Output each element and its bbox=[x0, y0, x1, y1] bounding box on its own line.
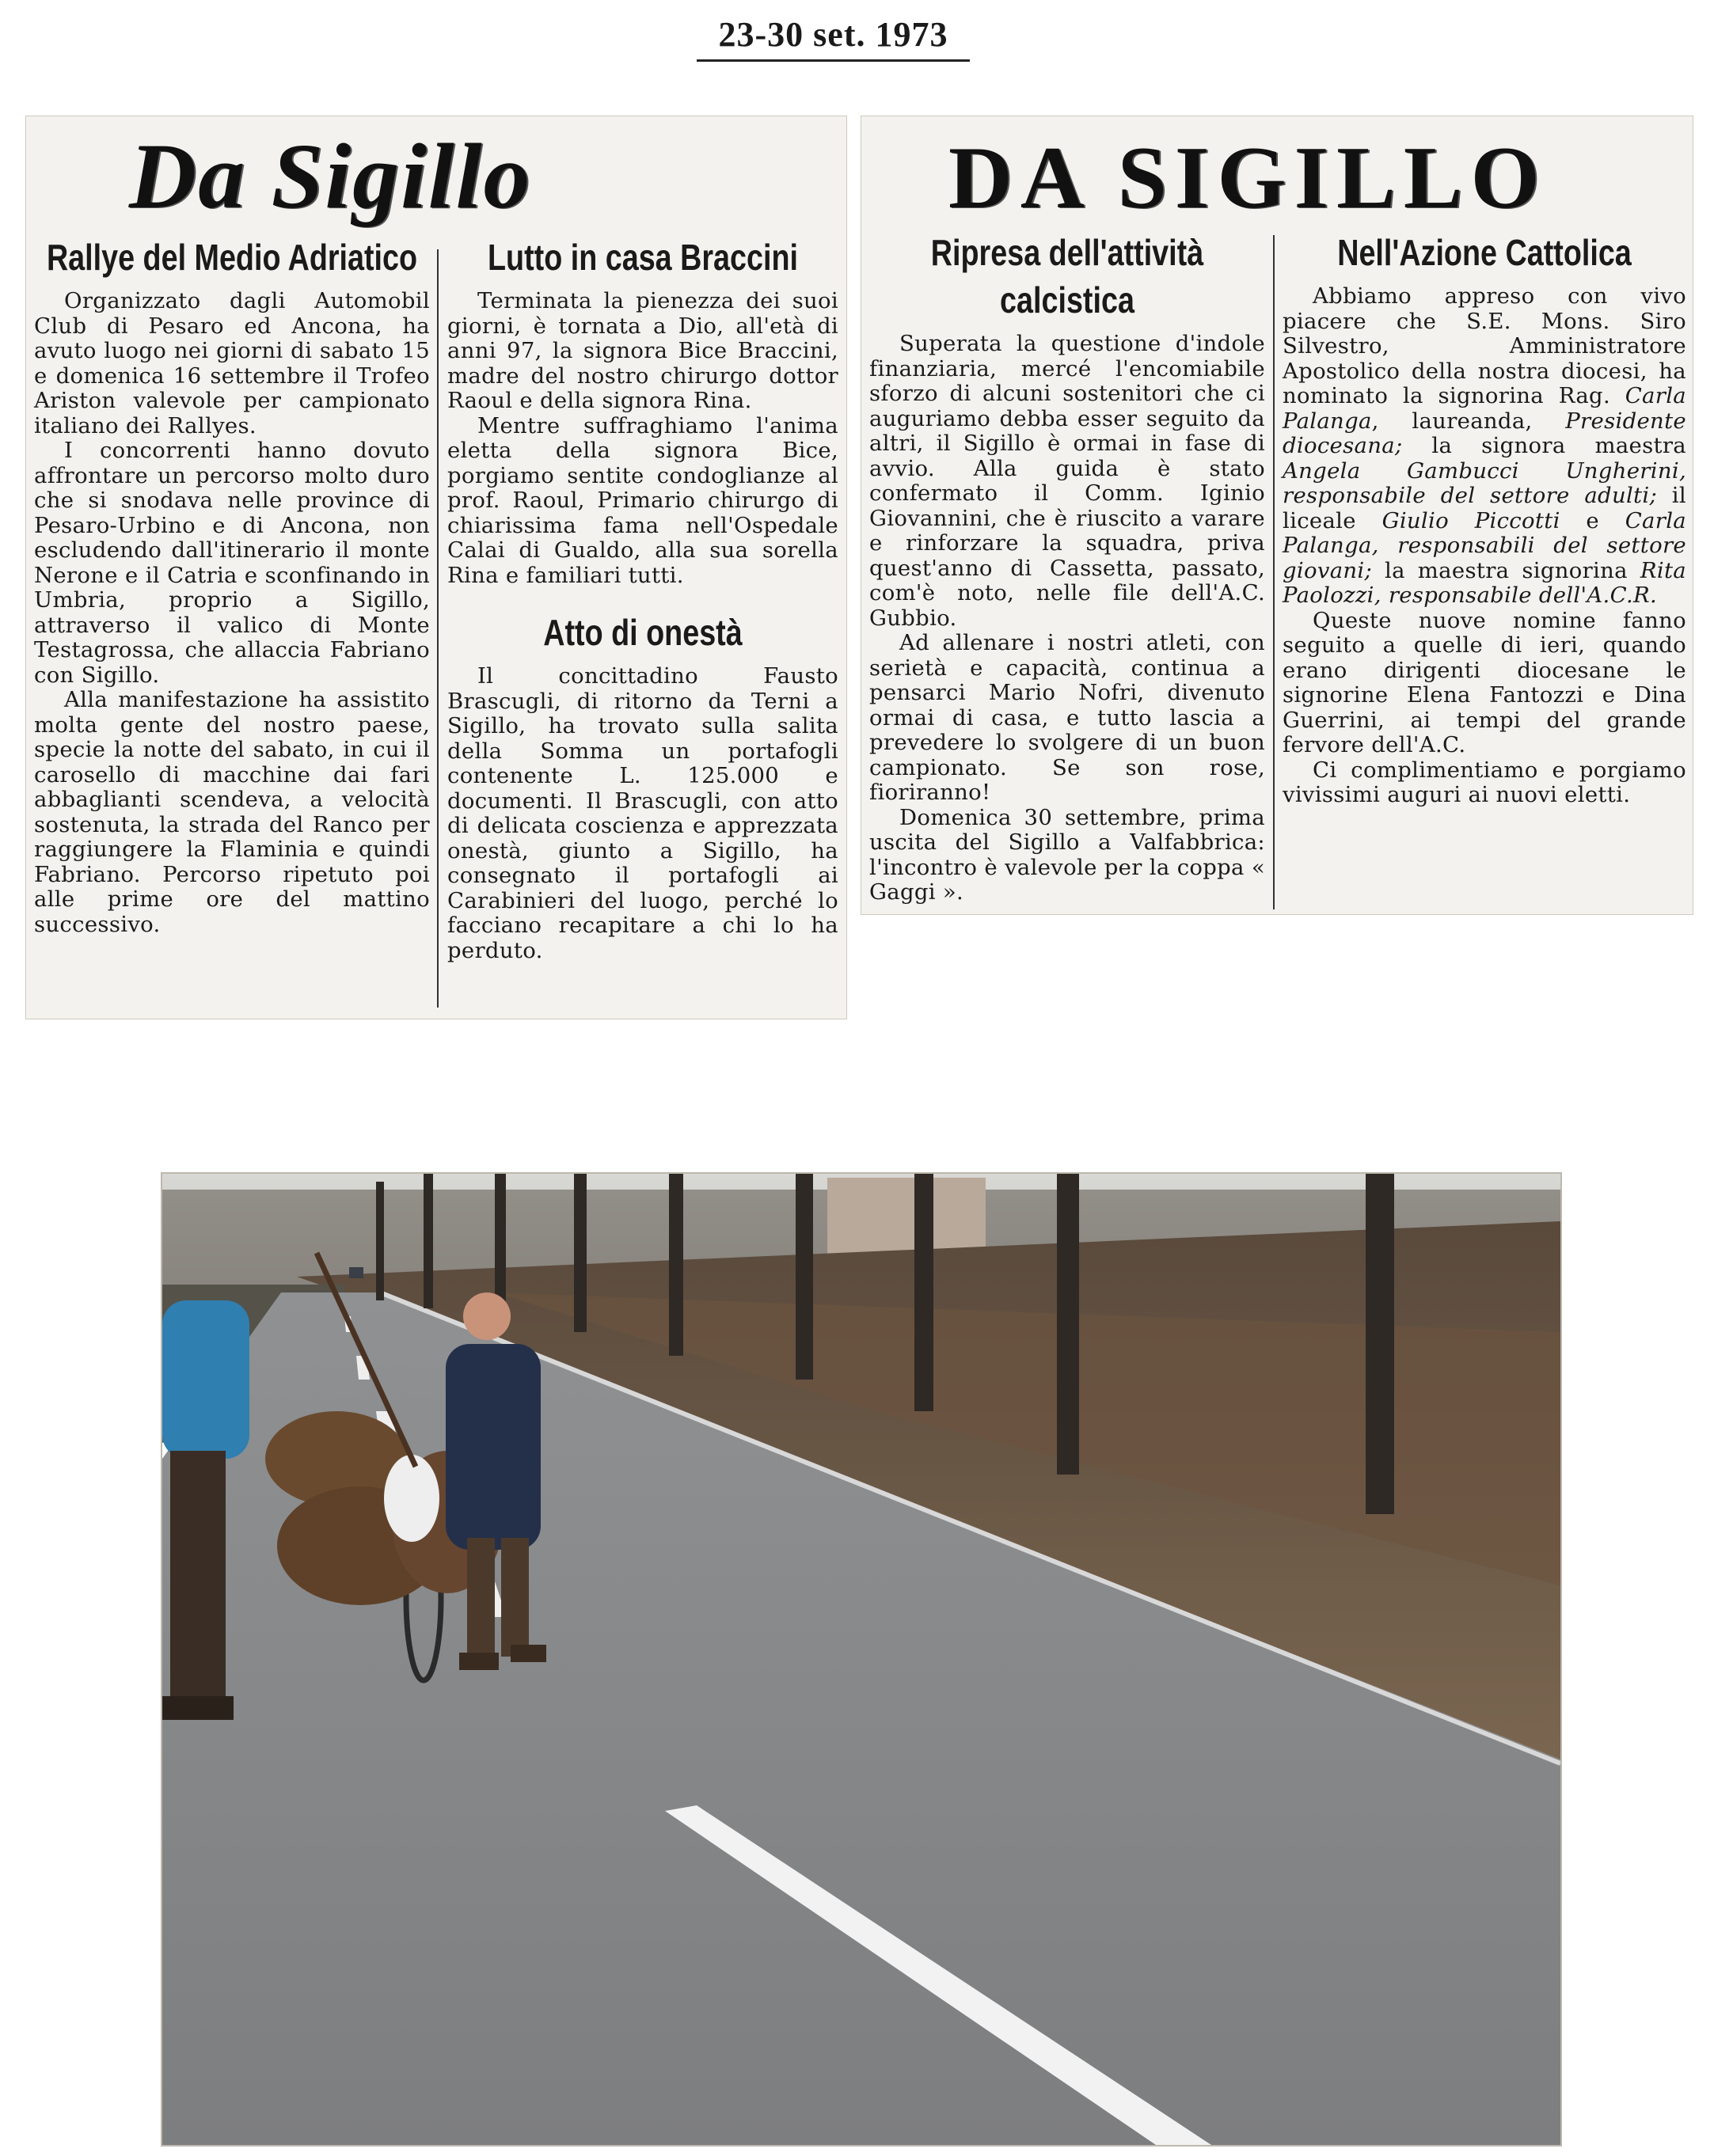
article-title: Nell'Azione Cattolica bbox=[1337, 232, 1632, 273]
article-body bbox=[34, 289, 430, 937]
article-title: Ripresa dell'attività calcistica bbox=[930, 232, 1204, 321]
plastic-bag bbox=[384, 1455, 439, 1542]
article-paragraph: Ci complimentiamo e porgiamo vivissimi auguri ai nuovi eletti. bbox=[1283, 757, 1686, 807]
article-calcio bbox=[869, 229, 1265, 905]
article-title: Rallye del Medio Adriatico bbox=[46, 237, 418, 278]
column-divider bbox=[1273, 235, 1275, 909]
article-paragraph: I concorrenti hanno dovuto affrontare un percorso molto duro che si snodava nelle province di Pesaro-Urbino e di Ancona, non escludendo dall'itinerario il monte Nerone e il Catria e sconfinando in Umbria, proprio a Sigillo, attraverso il valico di Monte Testagrossa, che allaccia Fabriano con Sigillo. bbox=[34, 438, 430, 688]
text-run: il liceale bbox=[1283, 483, 1686, 533]
article-azione-cattolica bbox=[1283, 229, 1686, 808]
page-date-header: 23-30 set. 1973 bbox=[697, 14, 970, 62]
article-paragraph: Superata la questione d'indole finanziaria, mercé l'encomiabile sforzo di alcuni sostenitori che ci auguriamo debba esser seguito da altri, il Sigillo è ormai in fase di avvio. Alla guida è stato confermato il Comm. Iginio Giovannini, che è riuscito a varare e rinforzare la squadra, priva quest'anno di Cassetta, passato, com'è noto, nelle file dell'A.C. Gubbio. bbox=[869, 331, 1265, 631]
text-run-italic: Carla Palanga bbox=[1283, 383, 1686, 434]
text-run: la maestra signorina bbox=[1372, 557, 1640, 583]
photograph-road-scene bbox=[162, 1174, 1560, 2145]
article-paragraph: Terminata la pienezza dei suoi giorni, è tornata a Dio, all'età di anni 97, la signora Bice Braccini, madre del nostro chirurgo dottor Raoul e della signora Rina. bbox=[447, 288, 838, 413]
text-run: Abbiamo appreso con vivo piacere che S.E. Mons. Siro Silvestro, Amministratore Apostolico della nostra diocesi, ha nominato la signorina Rag. bbox=[1283, 283, 1686, 408]
article-body bbox=[869, 332, 1265, 905]
newspaper-clipping-left bbox=[25, 116, 847, 1019]
text-run: la signora maestra bbox=[1402, 433, 1686, 458]
article-paragraph: Queste nuove nomine fanno seguito a quelle di ieri, quando erano dirigenti diocesane le signorine Elena Fantozzi e Dina Guerrini, ai tempi del grande fervore dell'A.C. bbox=[1283, 607, 1686, 757]
text-run-italic: Presidente diocesana; bbox=[1283, 408, 1686, 458]
article-paragraph: Domenica 30 settembre, prima uscita del Sigillo a Valfabbrica: l'incontro è valevole per la coppa « Gaggi ». bbox=[869, 804, 1265, 905]
article-paragraph: Alla manifestazione ha assistito molta gente del nostro paese, specie la notte del sabato, in cui il carosello di macchine dai fari abbaglianti scendeva, a velocità sostenuta, la strada del Ranco per raggiungere la Flaminia e quindi Fabriano. Percorso ripetuto poi alle prime ore del mattino successivo. bbox=[34, 687, 430, 937]
article-rallye bbox=[34, 233, 430, 937]
newspaper-clipping-right bbox=[861, 116, 1693, 915]
article-paragraph: Organizzato dagli Automobil Club di Pesaro ed Ancona, ha avuto luogo nei giorni di sabato 15 e domenica 16 settembre il Trofeo Ariston valevole per campionato italiano dei Rallyes. bbox=[34, 288, 430, 438]
photo-illustration bbox=[162, 1174, 1560, 2145]
article-body bbox=[447, 664, 838, 963]
article-title: Atto di onestà bbox=[543, 612, 743, 653]
text-run: e bbox=[1560, 507, 1625, 533]
masthead-left: Da Sigillo bbox=[129, 124, 532, 228]
text-run: , laureanda, bbox=[1371, 408, 1566, 434]
article-body bbox=[447, 289, 838, 588]
article-lutto bbox=[447, 233, 838, 963]
article-paragraph: Il concittadino Fausto Brascugli, di ritorno da Terni a Sigillo, ha trovato sulla salita della Somma un portafogli contenente L. 125.000 e documenti. Il Brascugli, con atto di delicata coscienza e apprezzata onestà, giunto a Sigillo, ha consegnato il portafogli ai Carabinieri del luogo, perché lo facciano recapitare a chi lo ha perduto. bbox=[447, 663, 838, 963]
article-title: Lutto in casa Braccini bbox=[488, 237, 798, 278]
article-paragraph bbox=[1283, 284, 1686, 609]
text-run-italic: Rita Paolozzi, responsabile dell'A.C.R. bbox=[1283, 557, 1686, 608]
column-divider bbox=[437, 249, 439, 1008]
article-body bbox=[1283, 284, 1686, 808]
masthead-right: DA SIGILLO bbox=[948, 129, 1548, 227]
distant-car bbox=[349, 1267, 363, 1278]
text-run-italic: Carla Palanga, responsabili del settore giovani; bbox=[1283, 507, 1686, 583]
article-paragraph: Ad allenare i nostri atleti, con serietà e capacità, continua a pensarci Mario Nofri, divenuto ormai di casa, e tutto lascia a prevedere lo svolgere di un buon campionato. Se son rose, fioriranno! bbox=[869, 630, 1265, 805]
text-run-italic: Angela Gambucci Ungherini, responsabile del settore adulti; bbox=[1283, 457, 1686, 508]
article-paragraph: Mentre suffraghiamo l'anima eletta della signora Bice, porgiamo sentite condoglianze al prof. Raoul, Primario chirurgo di chiarissima fama nell'Ospedale Calai di Gualdo, alla sua sorella Rina e familiari tutti. bbox=[447, 412, 838, 588]
text-run-italic: Giulio Piccotti bbox=[1381, 507, 1560, 533]
